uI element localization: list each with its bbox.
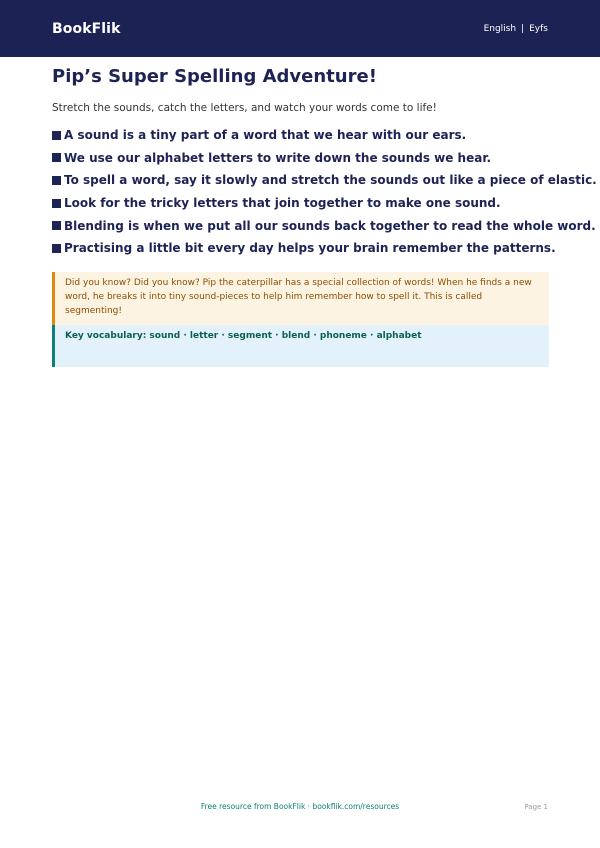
page-title: Pip’s Super Spelling Adventure! <box>52 66 377 87</box>
did-you-know-callout <box>52 272 549 325</box>
list-item <box>52 237 556 260</box>
did-you-know-text: Did you know? Did you know? Pip the caterpillar has a special collection of words! When he finds a new word, he breaks it into tiny sound-pieces to help him remember how to spell it. This is called segmenting! <box>65 277 532 316</box>
key-vocabulary-text: Key vocabulary: sound · letter · segment · blend · phoneme · alphabet <box>65 330 422 341</box>
list-item <box>52 192 549 215</box>
list-item <box>52 214 596 237</box>
page-number: Page 1 <box>524 803 548 811</box>
list-item-text: Blending is when we put all our sounds back together to read the whole word. <box>64 218 596 233</box>
brand-logo[interactable]: BookFlik <box>52 20 121 37</box>
square-bullet-icon <box>52 244 61 253</box>
header-meta <box>484 24 548 34</box>
header-separator: | <box>521 23 525 34</box>
list-item-text: Look for the tricky letters that join together to make one sound. <box>64 196 501 211</box>
list-item <box>52 169 597 192</box>
square-bullet-icon <box>52 153 61 162</box>
list-item-text: We use our alphabet letters to write down the sounds we hear. <box>64 150 492 165</box>
language-label: English <box>483 23 517 34</box>
list-item <box>52 124 549 147</box>
key-vocabulary-callout <box>52 325 549 367</box>
page-subtitle: Stretch the sounds, catch the letters, and watch your words come to life! <box>52 102 437 114</box>
level-label: Eyfs <box>529 23 548 34</box>
page-footer <box>0 800 600 816</box>
list-item-text: A sound is a tiny part of a word that we hear with our ears. <box>64 128 467 143</box>
square-bullet-icon <box>52 131 61 140</box>
page-header <box>0 0 600 57</box>
square-bullet-icon <box>52 221 61 230</box>
footer-credit-link[interactable]: Free resource from BookFlik · bookflik.com/resources <box>200 802 400 811</box>
key-points-list <box>52 124 597 260</box>
square-bullet-icon <box>52 176 61 185</box>
list-item-text: Practising a little bit every day helps your brain remember the patterns. <box>64 241 556 256</box>
list-item-text: To spell a word, say it slowly and stretch the sounds out like a piece of elastic. <box>64 173 597 188</box>
list-item <box>52 147 549 170</box>
document-content <box>52 66 597 367</box>
square-bullet-icon <box>52 199 61 208</box>
